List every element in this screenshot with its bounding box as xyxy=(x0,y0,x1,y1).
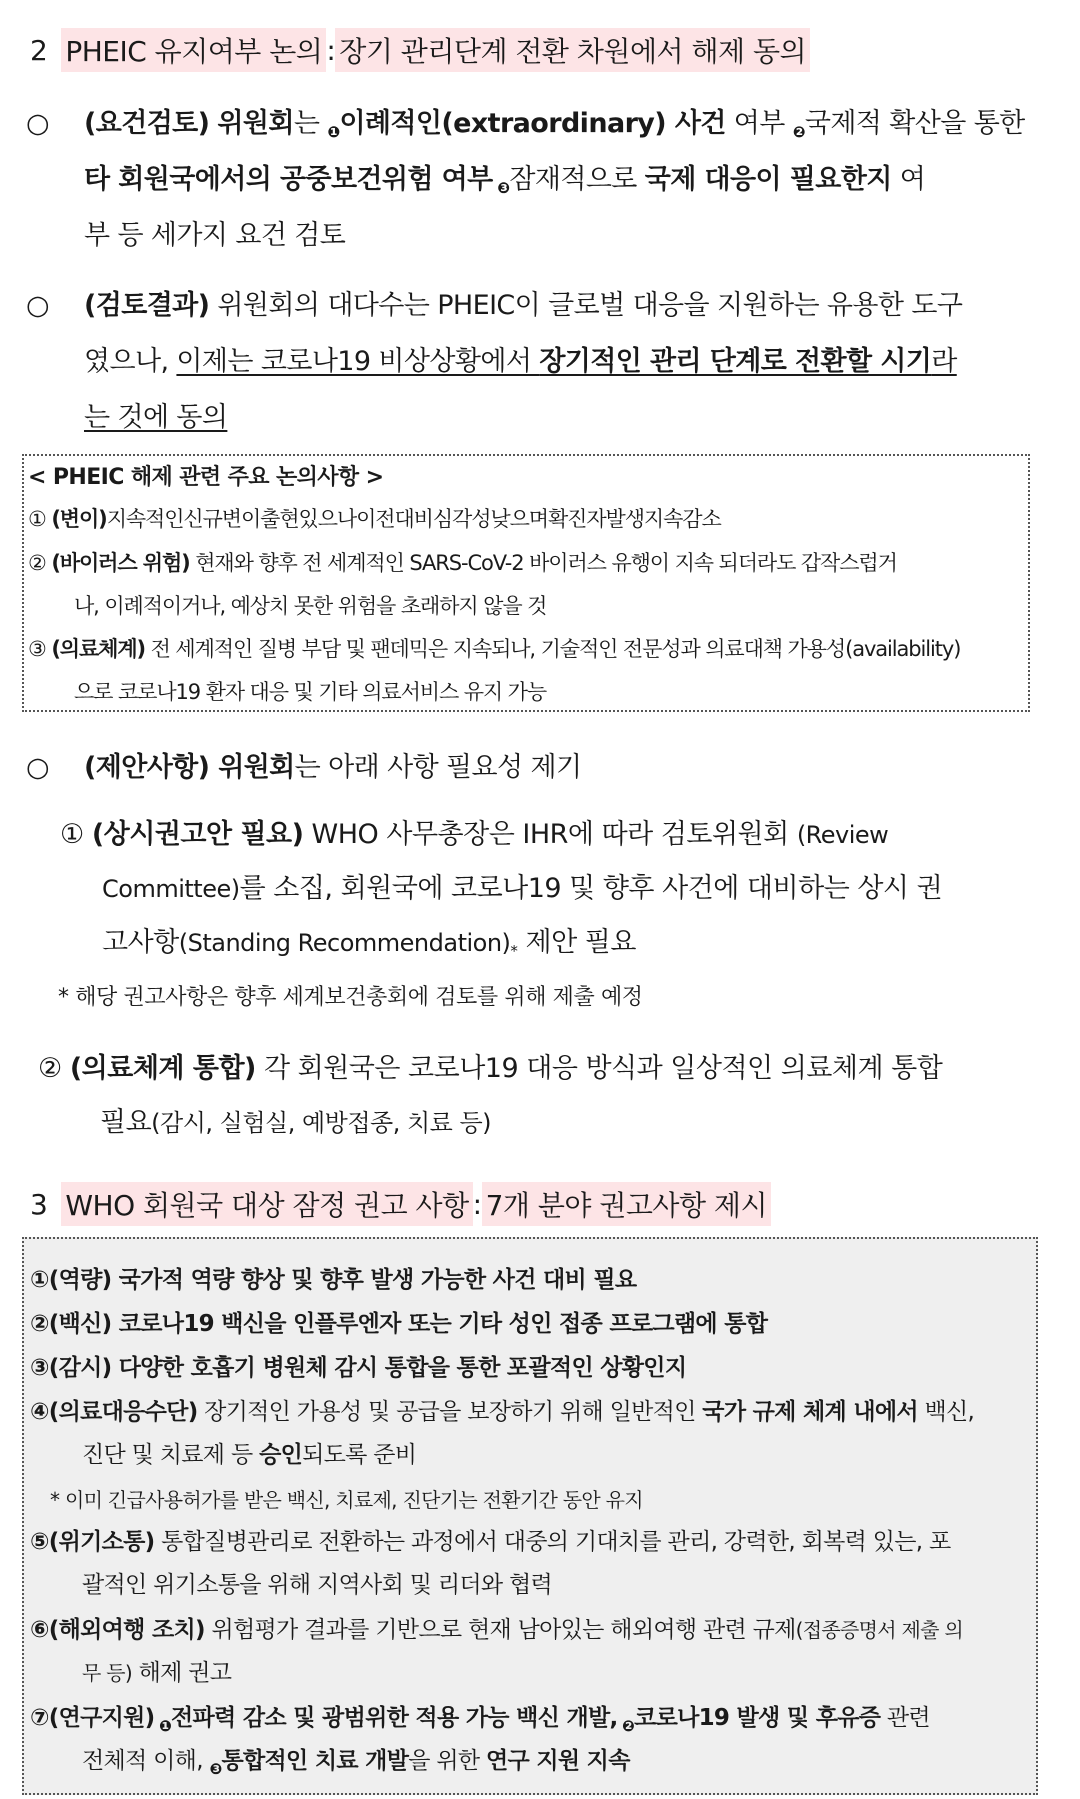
text-span: WHO 사무총장은 IHR에 따라 검토위원회 xyxy=(303,819,797,850)
criterion-2: 국제적 확산을 통한 xyxy=(804,108,1025,139)
committee-label: 위원회 xyxy=(217,108,294,139)
criterion-2-cont: 타 회원국에서의 공중보건위험 여부 xyxy=(84,164,493,195)
text-span: 였으나, xyxy=(84,346,177,377)
item-text-cont: 으로 코로나19 환자 대응 및 기타 의료서비스 유지 가능 xyxy=(74,680,547,704)
discussion-item xyxy=(28,498,1028,541)
bullet-circle: ○ xyxy=(26,752,49,783)
text-span: 는 아래 사항 필요성 제기 xyxy=(294,752,582,783)
item-tag: (상시권고안 필요) xyxy=(91,819,304,850)
item-text-cont: 괄적인 위기소통을 위해 지역사회 및 리더와 협력 xyxy=(82,1572,553,1598)
item-text-bold: 국가 규제 체계 내에서 xyxy=(702,1399,918,1425)
item-marker: ② xyxy=(30,1311,49,1337)
proposal-paragraph xyxy=(26,740,1056,796)
item-text: 코로나19 백신을 인플루엔자 또는 기타 성인 접종 프로그램에 통합 xyxy=(111,1311,768,1337)
text-span: 제안 필요 xyxy=(517,927,636,958)
item-marker: ③ xyxy=(30,1355,49,1381)
proposal-item-1 xyxy=(60,808,1056,970)
review-result-paragraph xyxy=(26,278,1056,446)
underlined-text: 는 것에 동의 xyxy=(84,402,228,433)
item-tag: (변이) xyxy=(51,507,107,531)
item-tag: (의료대응수단) xyxy=(48,1399,198,1425)
recommendation-item xyxy=(30,1609,1034,1695)
item-text-bold: 연구 지원 지속 xyxy=(486,1748,630,1774)
recommendations-box xyxy=(22,1237,1038,1795)
item-tag: (백신) xyxy=(48,1311,112,1337)
text-span: 각 회원국은 코로나19 대응 방식과 일상적인 의료체계 통합 xyxy=(255,1053,943,1084)
criterion-3: 잠재적으로 xyxy=(509,164,645,195)
text-span: (Review xyxy=(796,821,889,849)
footnote: * 해당 권고사항은 향후 세계보건총회에 검토를 위해 제출 예정 xyxy=(58,985,643,1010)
item-marker: ⑤ xyxy=(30,1529,49,1555)
item-text-cont: 을 위한 xyxy=(408,1748,486,1774)
item-text-bold: 전파력 감소 및 광범위한 적용 가능 백신 개발, xyxy=(171,1705,618,1731)
number-marker-2: ❷ xyxy=(617,1717,635,1735)
section-number: 3 xyxy=(30,1187,48,1221)
recommendation-item xyxy=(30,1347,1034,1390)
item-text-cont: 되도록 준비 xyxy=(302,1442,417,1468)
bullet-circle: ○ xyxy=(26,108,49,139)
underlined-bold-text: 장기적인 관리 단계로 전환할 시기 xyxy=(539,346,932,377)
number-marker-1: ❶ xyxy=(154,1717,172,1735)
item-text-bold: 통합적인 치료 개발 xyxy=(221,1748,409,1774)
text-span: 필요 xyxy=(100,1107,152,1138)
paragraph-tag: (제안사항) xyxy=(84,752,210,783)
item-text: 장기적인 가용성 및 공급을 보장하기 위해 일반적인 xyxy=(197,1399,703,1425)
item-tag: (위기소통) xyxy=(48,1529,155,1555)
number-marker-3: ❸ xyxy=(492,179,510,197)
paragraph-tag: (요건검토) xyxy=(84,108,210,139)
item-marker: ④ xyxy=(30,1399,49,1425)
criterion-1: 이례적인(extraordinary) 사건 xyxy=(339,108,726,139)
criterion-3-bold: 국제 대응이 필요한지 xyxy=(644,164,892,195)
item-text-bold: 승인 xyxy=(259,1442,303,1468)
paragraph-tag: (검토결과) xyxy=(84,290,210,321)
item-text-cont: 전체적 이해, xyxy=(82,1748,210,1774)
item-marker: ② xyxy=(28,551,46,575)
item-text: 지속적인신규변이출현있으나이전대비심각성낮으며확진자발생지속감소 xyxy=(106,507,721,531)
item-text-cont: 진단 및 치료제 등 xyxy=(82,1442,260,1468)
item-text-cont: 나, 이례적이거나, 예상치 못한 위험을 초래하지 않을 것 xyxy=(74,594,547,618)
item-text-small: (접종증명서 제출 의 xyxy=(795,1618,964,1642)
item-marker: ① xyxy=(28,507,46,531)
text-span: 를 소집, 회원국에 코로나19 및 향후 사건에 대비하는 상시 권 xyxy=(239,873,943,904)
item-tag: (연구지원) xyxy=(48,1705,155,1731)
section-title: PHEIC 유지여부 논의 xyxy=(61,28,326,72)
recommendation-item xyxy=(30,1697,1034,1783)
criterion-line-3: 부 등 세가지 요건 검토 xyxy=(84,220,346,251)
text-span: 여 xyxy=(891,164,926,195)
item-text: 관련 xyxy=(880,1705,930,1731)
section-summary: 7개 분야 권고사항 제시 xyxy=(482,1182,771,1226)
box-title: < PHEIC 해제 관련 주요 논의사항 > xyxy=(28,465,384,490)
text-span: 여부 xyxy=(725,108,793,139)
section-2-heading xyxy=(30,28,810,72)
proposal-item-2 xyxy=(38,1042,1056,1150)
discussion-item xyxy=(28,542,1028,628)
item-marker: ① xyxy=(60,819,84,850)
section-separator: : xyxy=(472,1187,482,1221)
item-tag: (의료체계) xyxy=(51,637,146,661)
item-text-small: 무 등) xyxy=(82,1661,133,1685)
item-marker: ① xyxy=(30,1267,49,1293)
item-marker: ② xyxy=(38,1053,62,1084)
item-marker: ⑦ xyxy=(30,1705,49,1731)
discussion-box xyxy=(22,454,1030,712)
item-text: 백신, xyxy=(917,1399,975,1425)
section-title: WHO 회원국 대상 잠정 권고 사항 xyxy=(61,1182,472,1226)
item-tag: (역량) xyxy=(48,1267,112,1293)
item-text-bold: 코로나19 발생 및 후유증 xyxy=(634,1705,881,1731)
item-text: 다양한 호흡기 병원체 감시 통합을 통한 포괄적인 상황인지 xyxy=(111,1355,687,1381)
discussion-item xyxy=(28,628,1028,714)
recommendation-item xyxy=(30,1303,1034,1346)
footnote-star: * xyxy=(510,942,518,960)
recommendation-note: * 이미 긴급사용허가를 받은 백신, 치료제, 진단기는 전환기간 동안 유지 xyxy=(50,1488,643,1512)
item-text-cont: 해제 권고 xyxy=(132,1660,232,1686)
text-span: 고사항 xyxy=(102,927,179,958)
underlined-text: 이제는 코로나19 비상상황에서 xyxy=(176,346,540,377)
item-text: 국가적 역량 향상 및 향후 발생 가능한 사건 대비 필요 xyxy=(111,1267,637,1293)
recommendation-item xyxy=(30,1259,1034,1302)
number-marker-1: ❶ xyxy=(327,123,340,141)
section-separator: : xyxy=(326,33,336,67)
recommendation-item xyxy=(30,1521,1034,1607)
item-tag: (감시) xyxy=(48,1355,112,1381)
item-marker: ⑥ xyxy=(30,1617,49,1643)
committee-label: 위원회 xyxy=(209,752,295,783)
text-span: 는 xyxy=(293,108,328,139)
underlined-text: 라 xyxy=(931,346,957,377)
text-span: (감시, 실험실, 예방접종, 치료 등) xyxy=(151,1109,492,1137)
item-marker: ③ xyxy=(28,637,46,661)
recommendation-item xyxy=(30,1391,1034,1477)
text-span: 위원회의 대다수는 PHEIC이 글로벌 대응을 지원하는 유용한 도구 xyxy=(209,290,963,321)
item-tag: (의료체계 통합) xyxy=(69,1053,256,1084)
item-tag: (해외여행 조치) xyxy=(48,1617,205,1643)
item-tag: (바이러스 위험) xyxy=(51,551,190,575)
text-span: Committee) xyxy=(102,875,240,903)
section-3-heading xyxy=(30,1182,771,1226)
text-span: (Standing Recommendation) xyxy=(178,929,511,957)
item-text: 전 세계적인 질병 부담 및 팬데믹은 지속되나, 기술적인 전문성과 의료대책 가용성(availability) xyxy=(145,637,961,661)
bullet-circle: ○ xyxy=(26,290,49,321)
requirement-review-paragraph xyxy=(26,96,1056,264)
section-number: 2 xyxy=(30,33,48,67)
number-marker-2: ❷ xyxy=(792,123,805,141)
item-text: 현재와 향후 전 세계적인 SARS-CoV-2 바이러스 유행이 지속 되더라도 갑작스럽거 xyxy=(189,551,897,575)
section-summary: 장기 관리단계 전환 차원에서 해제 동의 xyxy=(335,28,810,72)
item-text: 위험평가 결과를 기반으로 현재 남아있는 해외여행 관련 규제 xyxy=(204,1617,796,1643)
item-text: 통합질병관리로 전환하는 과정에서 대중의 기대치를 관리, 강력한, 회복력 있는, 포 xyxy=(154,1529,951,1555)
number-marker-3: ❸ xyxy=(209,1760,222,1778)
